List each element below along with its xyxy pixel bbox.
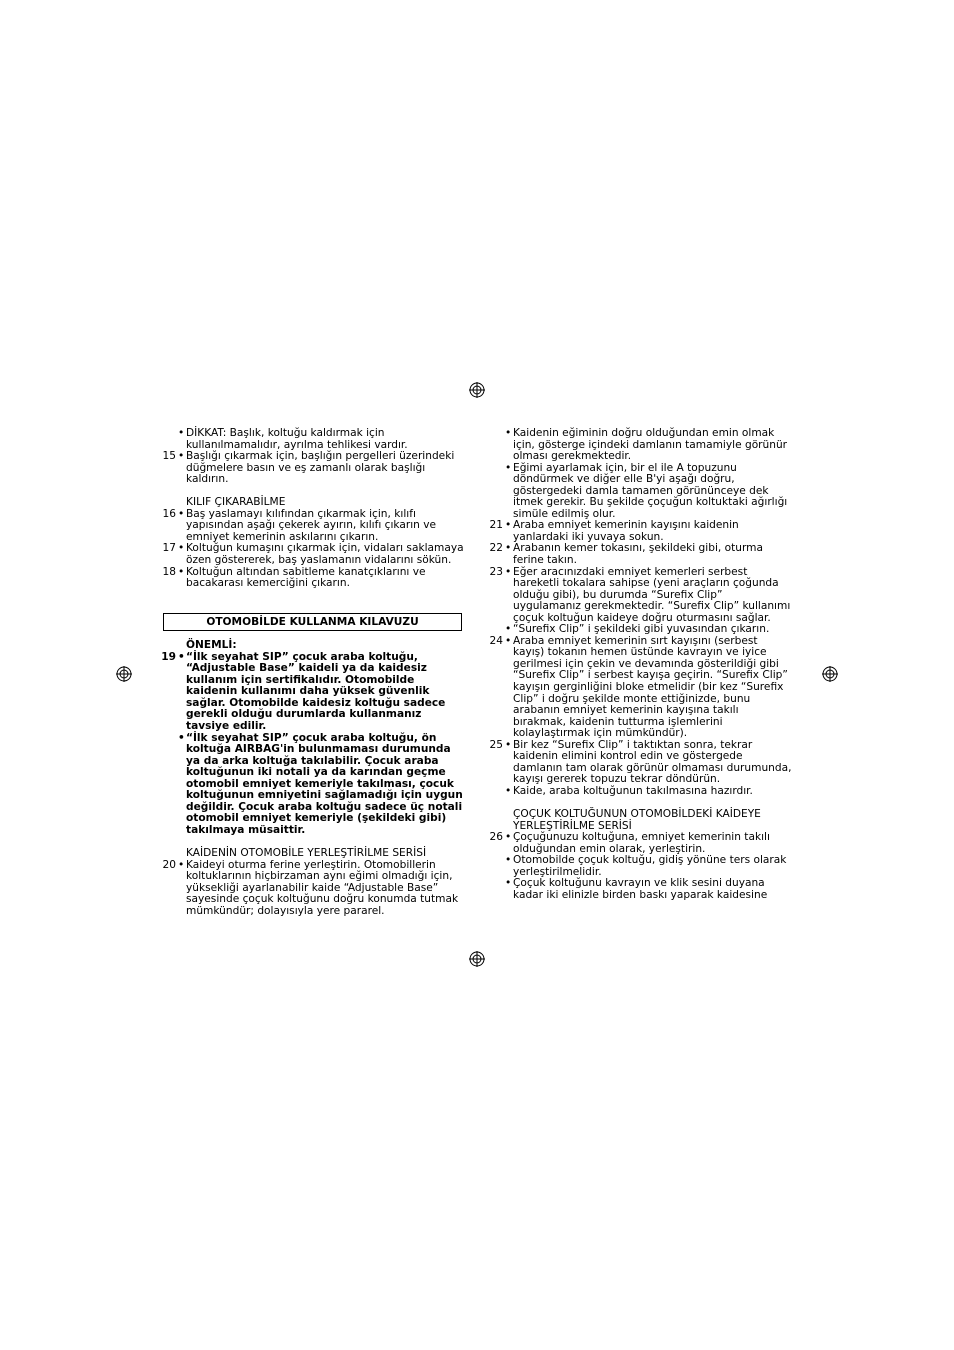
bullet-icon: • xyxy=(505,854,512,867)
list-item xyxy=(487,832,792,855)
item-text: “İlk seyahat SIP” çocuk araba koltuğu, ön koltuğa AIRBAG'in bulunmaması durumunda ya da arka koltuğa takılabilir. Çocuk araba koltuğunun iki notali ya da karından geçme otomobil emniyet kemeriyle takılması, çocuk koltuğunun emniyetini sağlamadığı için uygun değildir. Çocuk araba koltuğu sadece üç notali otomobil emniyet kemeriyle (şekildeki gibi) takılmaya müsaittir. xyxy=(186,731,463,836)
list-item xyxy=(487,520,792,543)
item-text: “İlk seyahat SIP” çocuk araba koltuğu, “Adjustable Base” kaideli ya da kaidesiz kullanım için sertifikalıdır. Otomobilde kaidenin kullanımı daha yüksek güvenlik sağlar. Otomobilde kaidesiz koltuğu sadece gerekli olduğu durumlarda kullanmanız tavsiye edilir. xyxy=(186,650,446,733)
bullet-icon: • xyxy=(178,731,185,744)
bullet-icon: • xyxy=(505,565,512,578)
item-text: Arabanın kemer tokasını, şekildeki gibi, oturma ferine takın. xyxy=(513,542,763,567)
item-text: Kaidenin eğiminin doğru olduğundan emin olmak için, gösterge içindeki damlanın tamamiyle görünür olması gerekmektedir. xyxy=(513,427,788,463)
list-item xyxy=(160,733,465,837)
bullet-icon: • xyxy=(178,427,185,439)
item-text: Baş yaslamayı kılıfından çıkarmak için, kılıfı yapısından aşağı çekerek ayırın, kılıfı çıkarın ve emniyet kemerinin askılarını çıkarın. xyxy=(186,507,437,543)
item-text: Araba emniyet kemerinin sırt kayışını (serbest kayış) tokanın hemen üstünde kavrayın ve iyice gerilmesi için çekin ve devamında gösterildiği gibi “Surefix Clip” i serbest kayışa geçirin. “Surefix Clip” kayışın gerginliğini bloke etmelidir (bir kez “Surefix Clip” i doğru şekilde monte ettiğinizde, bunu arabanın emniyet kemerinin kayışına takılı bırakmak, kaidenin tutturma işlemlerini kolaylaştırmak için mümkündür). xyxy=(513,634,788,740)
bullet-icon: • xyxy=(178,565,185,578)
bullet-icon: • xyxy=(178,507,185,520)
section-heading: KAİDENİN OTOMOBİLE YERLEŞTİRİLME SERİSİ xyxy=(186,847,427,860)
bullet-icon: • xyxy=(178,858,185,871)
bullet-icon: • xyxy=(505,542,512,555)
section-box-title: OTOMOBİLDE KULLANMA KILAVUZU xyxy=(163,613,462,632)
item-text: Araba emniyet kemerinin kayışını kaidenin yanlardaki iki yuvaya sokun. xyxy=(513,519,739,543)
section-heading: KILIF ÇIKARABİLME xyxy=(186,496,286,509)
item-text: Bir kez “Surefix Clip” i taktıktan sonra, tekrar kaidenin elimini kontrol edin ve göstergede damlanın tam olarak görünür olmaması durumunda, kayışı gererek topuzu tekrar döndürün. xyxy=(513,738,792,786)
registration-mark-icon xyxy=(822,666,838,682)
item-text: Kaideyi oturma ferine yerleştirin. Otomobillerin koltuklarının hiçbirzaman aynı eğimi olmadığı için, yüksekliği ayarlanabilir kaide “Adjustable Base” sayesinde çoçuk koltuğunu doğru konumda tutmak mümkündür; dolayısıyla yere pararel. xyxy=(186,858,459,917)
bullet-icon: • xyxy=(505,623,512,636)
list-item xyxy=(487,786,792,798)
bullet-icon: • xyxy=(178,650,185,663)
list-item xyxy=(487,855,792,878)
item-text: Eğer aracınızdaki emniyet kemerleri serbest hareketli tokalara sahipse (yeni araçların çoğunda olduğu gibi), bu durumda “Surefix Clip” uygulamanız gerekmektedir. “Surefix Clip” kullanımı çoçuk koltuğun kaideye doğru oturmasını sağlar. xyxy=(513,565,791,624)
bullet-icon: • xyxy=(505,427,512,439)
item-number: 22 xyxy=(489,542,503,555)
list-item xyxy=(487,740,792,786)
bullet-icon: • xyxy=(505,738,512,751)
list-item xyxy=(160,451,465,486)
bullet-icon: • xyxy=(505,519,512,532)
list-item xyxy=(487,878,792,901)
item-number: 16 xyxy=(162,507,176,520)
item-number: 19 xyxy=(161,650,176,663)
item-text: Çoçuk koltuğunu kavrayın ve klik sesini duyana kadar iki elinizle birden baskı yaparak kaidesine xyxy=(513,877,768,901)
item-number: 15 xyxy=(162,450,176,463)
item-text: Eğimi ayarlamak için, bir el ile A topuzunu döndürmek ve diğer elle B'yi aşağı doğru, göstergedeki damla tamamen görününceye dek itmek gerekir. Bu şekilde çoçuğun koltuktaki ağırlığı simüle edilmiş olur. xyxy=(513,461,788,520)
bullet-icon: • xyxy=(505,634,512,647)
list-item xyxy=(487,428,792,463)
registration-mark-icon xyxy=(116,666,132,682)
list-item xyxy=(160,860,465,918)
item-text: “Surefix Clip” i şekildeki gibi yuvasından çıkarın. xyxy=(513,623,770,636)
bullet-icon: • xyxy=(178,542,185,555)
item-number: 21 xyxy=(489,519,503,532)
item-number: 20 xyxy=(162,858,176,871)
item-text: DİKKAT: Başlık, koltuğu kaldırmak için kullanılmamalıdır, ayrılma tehlikesi vardır. xyxy=(186,427,408,451)
item-number: 18 xyxy=(162,565,176,578)
item-text: Otomobilde çoçuk koltuğu, gidiş yönüne ters olarak yerleştirilmelidir. xyxy=(513,854,787,878)
item-number: 23 xyxy=(489,565,503,578)
bullet-icon: • xyxy=(505,831,512,844)
left-column xyxy=(160,428,465,917)
registration-mark-icon xyxy=(469,951,485,967)
list-item xyxy=(487,567,792,625)
list-item xyxy=(160,652,465,733)
bullet-icon: • xyxy=(505,784,512,797)
registration-mark-icon xyxy=(469,382,485,398)
item-number: 24 xyxy=(489,634,503,647)
list-item xyxy=(160,428,465,451)
item-text: Kaide, araba koltuğunun takılmasına hazırdır. xyxy=(513,784,753,797)
list-item xyxy=(160,543,465,566)
section-heading: ÇOÇUK KOLTUĞUNUN OTOMOBİLDEKİ KAİDEYE YERLEŞTİRİLME SERİSİ xyxy=(513,808,761,832)
list-item xyxy=(487,463,792,521)
list-item xyxy=(160,509,465,544)
list-item xyxy=(160,567,465,590)
list-item xyxy=(487,543,792,566)
right-column xyxy=(487,428,792,901)
item-text: Başlığı çıkarmak için, başlığın pergelleri üzerindeki düğmelere basın ve eş zamanlı olarak başlığı kaldırın. xyxy=(186,450,455,486)
important-label: ÖNEMLİ: xyxy=(186,639,237,652)
bullet-icon: • xyxy=(178,450,185,463)
item-number: 25 xyxy=(489,738,503,751)
item-text: Koltuğun altından sabitleme kanatçıklarını ve bacakarası kemerciğini çıkarın. xyxy=(186,565,426,590)
bullet-icon: • xyxy=(505,877,512,890)
item-number: 17 xyxy=(162,542,176,555)
item-text: Çoçuğunuzu koltuğuna, emniyet kemerinin takılı olduğundan emin olarak, yerleştirin. xyxy=(513,831,770,855)
list-item xyxy=(487,636,792,740)
item-text: Koltuğun kumaşını çıkarmak için, vidaları saklamaya özen göstererek, baş yaslamanın vidalarını sökün. xyxy=(186,542,464,567)
bullet-icon: • xyxy=(505,461,512,474)
item-number: 26 xyxy=(489,831,503,844)
